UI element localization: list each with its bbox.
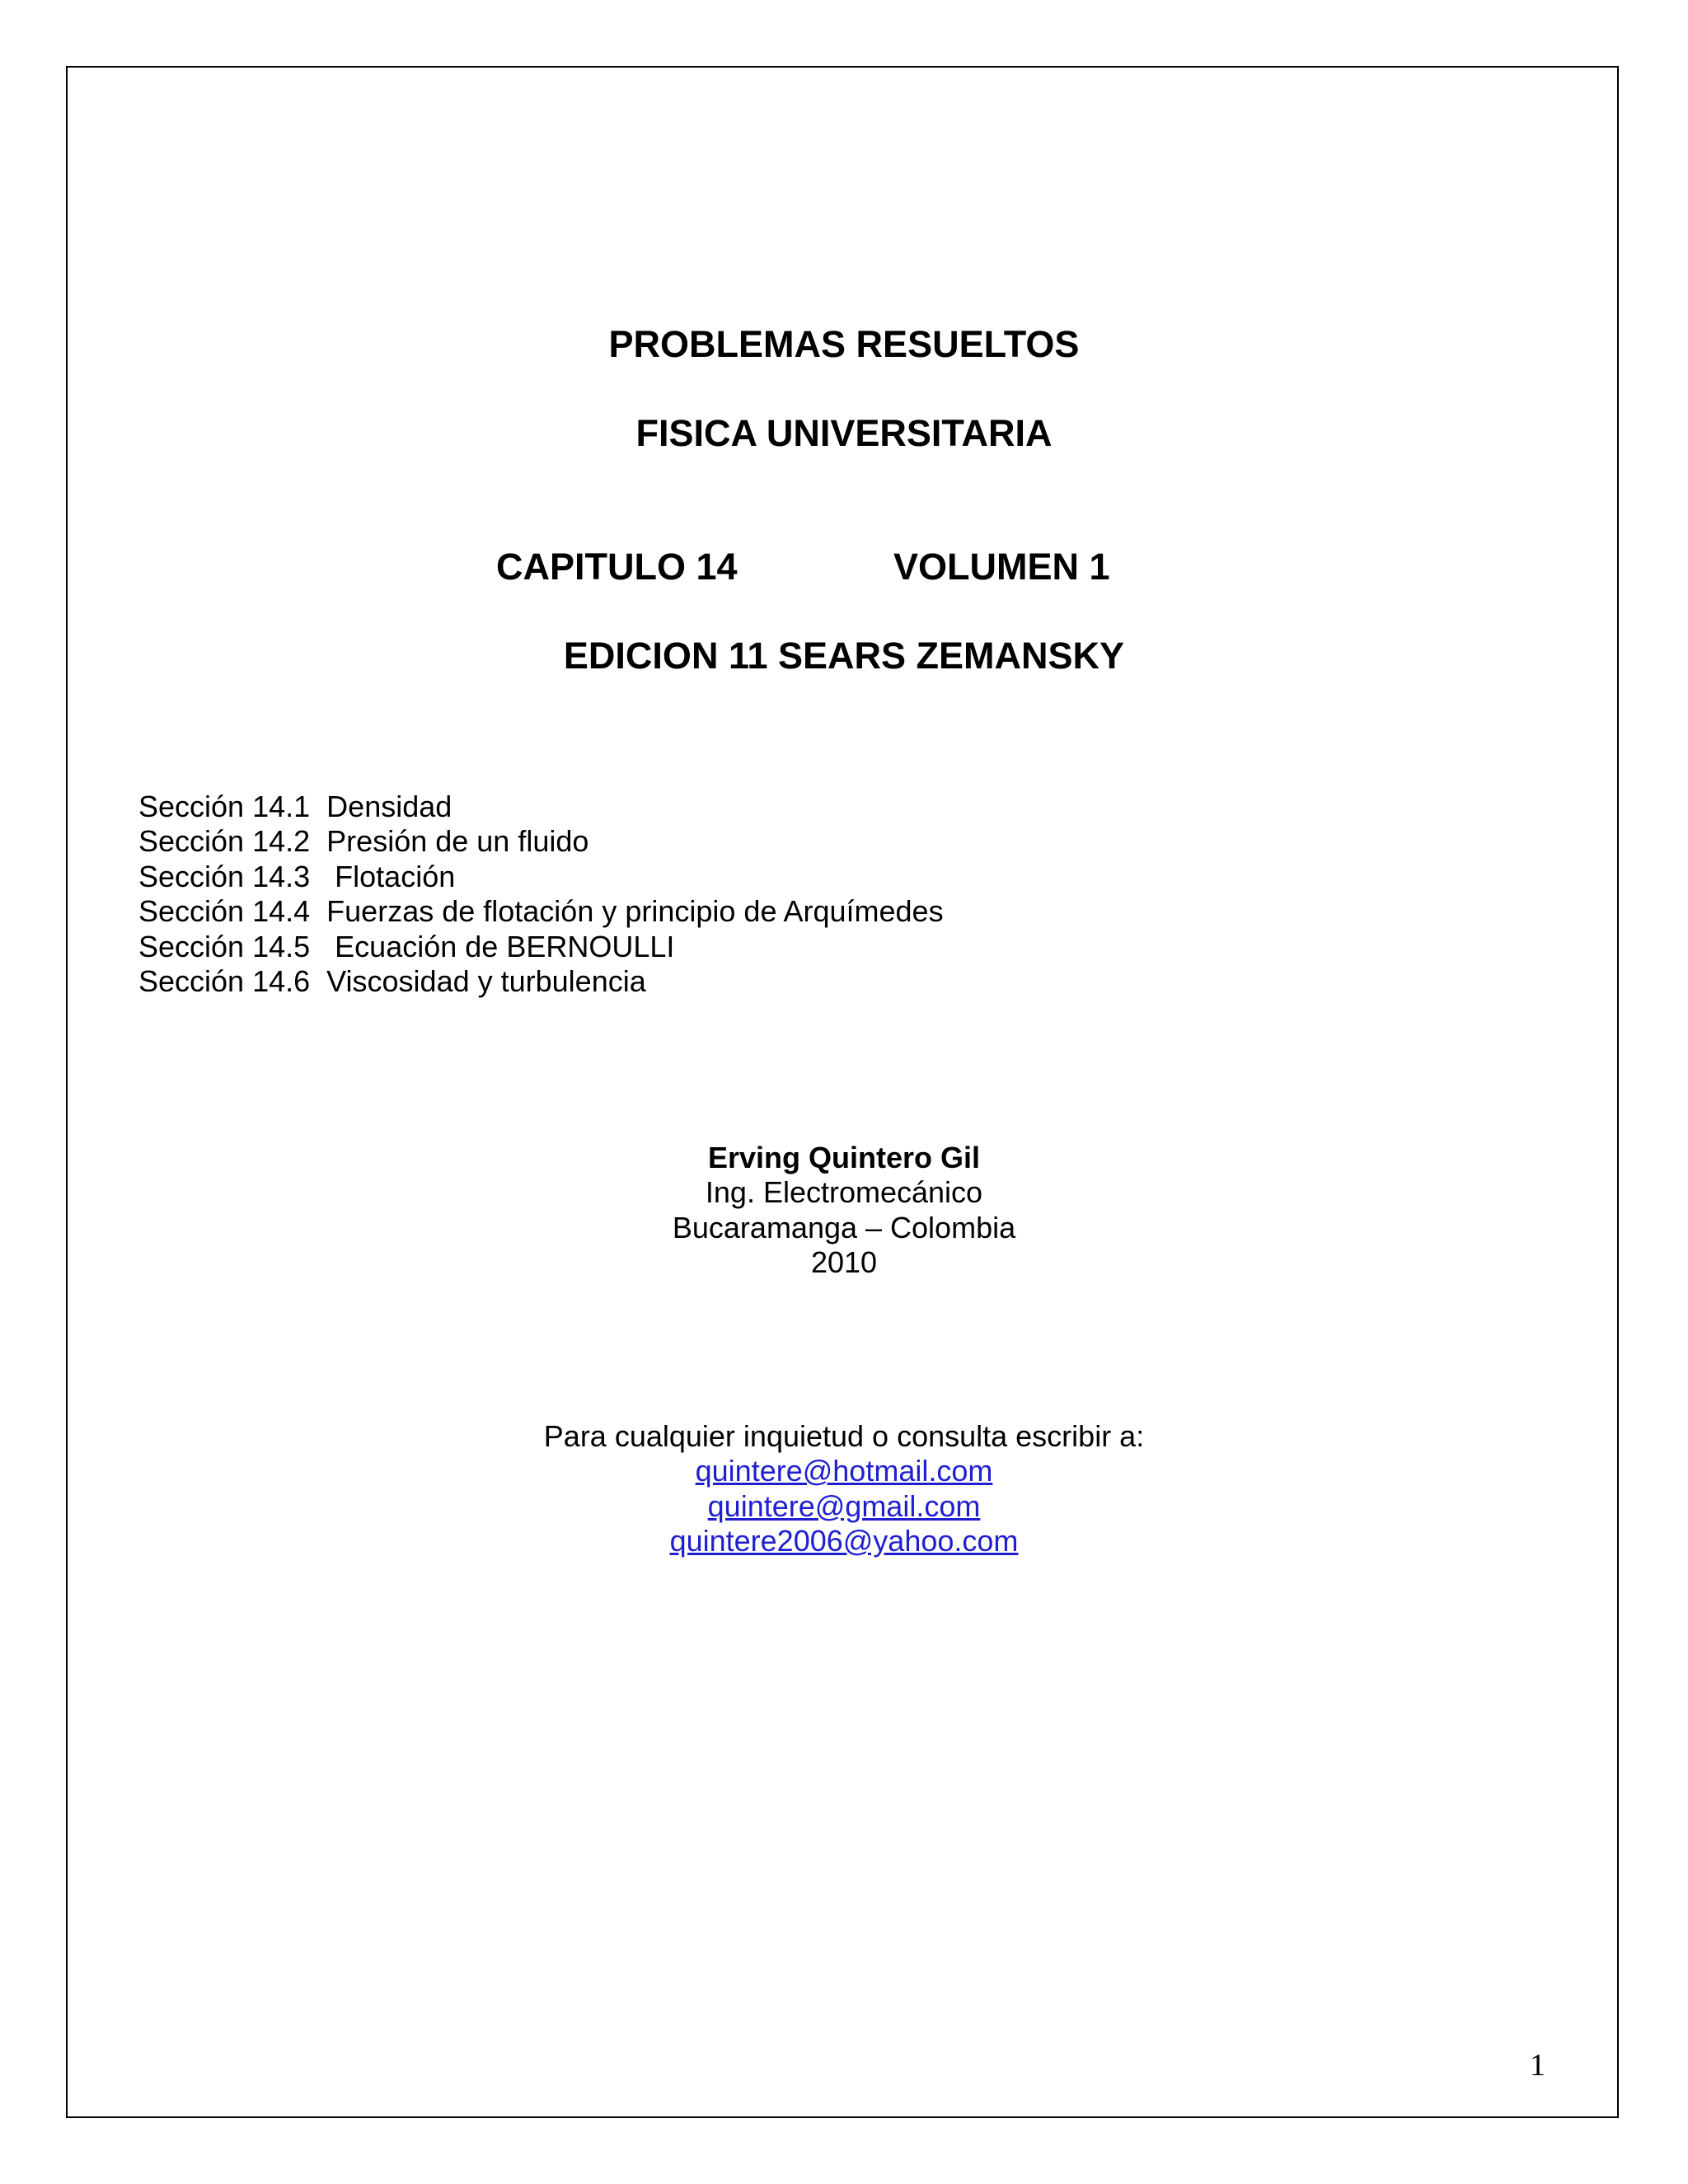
chapter-label: CAPITULO 14 — [496, 546, 738, 588]
contact-intro: Para cualquier inquietud o consulta escribir a: — [543, 1419, 1145, 1453]
section-name: Viscosidad y turbulencia — [326, 964, 646, 999]
email-link-gmail[interactable]: quintere@gmail.com — [707, 1488, 981, 1523]
author-block — [0, 1141, 1688, 1281]
page-border — [66, 66, 1619, 2118]
section-number: Sección 14.2 — [138, 824, 311, 859]
section-name: Presión de un fluido — [326, 824, 589, 859]
document-subtitle: FISICA UNIVERSITARIA — [635, 412, 1053, 454]
section-item — [138, 930, 944, 964]
section-name: Fuerzas de flotación y principio de Arquímedes — [326, 894, 944, 929]
section-name: Densidad — [326, 790, 452, 823]
section-name: Flotación — [326, 859, 456, 893]
author-year: 2010 — [810, 1245, 878, 1280]
contact-block — [0, 1419, 1688, 1559]
section-item — [138, 824, 944, 859]
author-location: Bucaramanga – Colombia — [672, 1210, 1016, 1244]
section-name: Ecuación de BERNOULLI — [326, 929, 675, 963]
section-number: Sección 14.3 — [138, 859, 311, 893]
section-list — [138, 790, 944, 999]
section-number: Sección 14.6 — [138, 964, 311, 999]
email-link-hotmail[interactable]: quintere@hotmail.com — [695, 1454, 993, 1488]
section-item — [138, 894, 944, 929]
volume-label: VOLUMEN 1 — [893, 546, 1110, 588]
section-number: Sección 14.5 — [138, 929, 311, 963]
author-profession: Ing. Electromecánico — [705, 1175, 983, 1210]
edition-label: EDICION 11 SEARS ZEMANSKY — [563, 635, 1125, 677]
section-number: Sección 14.4 — [138, 894, 311, 929]
section-item — [138, 790, 944, 824]
section-item — [138, 964, 944, 999]
section-item — [138, 860, 944, 894]
email-link-yahoo[interactable]: quintere2006@yahoo.com — [669, 1524, 1019, 1558]
document-title: PROBLEMAS RESUELTOS — [608, 323, 1080, 365]
section-number: Sección 14.1 — [138, 790, 311, 823]
author-name: Erving Quintero Gil — [707, 1141, 981, 1174]
page-number: 1 — [1530, 2048, 1545, 2083]
